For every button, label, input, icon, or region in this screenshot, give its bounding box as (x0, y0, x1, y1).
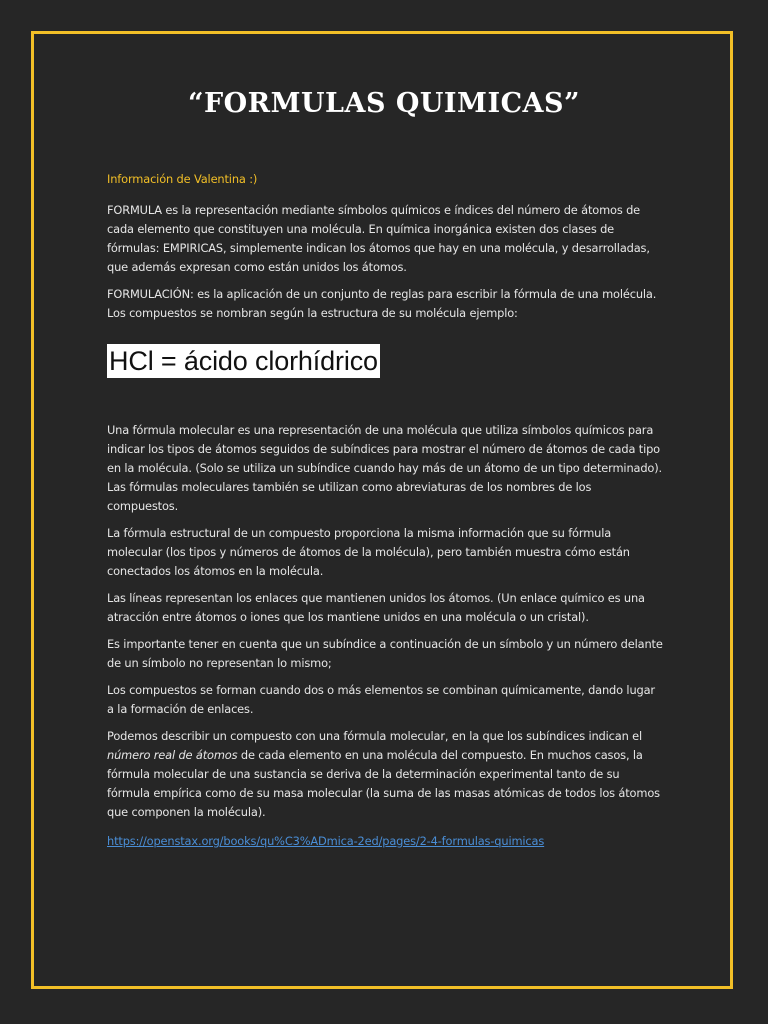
paragraph-compounds-form: Los compuestos se forman cuando dos o más elementos se combinan químicamente, dando lugar a la formación de enlaces. (107, 683, 655, 716)
paragraph-formula-definition: FORMULA es la representación mediante símbolos químicos e índices del número de átomos de cada elemento que constituyen una molécula. En química inorgánica existen dos clases de fórmulas: EMPIRICAS, simplemente indican los átomos que hay en una molécula, y desarrolladas, que además expresan como están unidos los átomos. (107, 203, 650, 274)
paragraph-structural-formula: La fórmula estructural de un compuesto proporciona la misma información que su fórmula molecular (los tipos y números de átomos de la molécula), pero también muestra cómo están conectados los átomos en la molécula. (107, 526, 630, 578)
source-link[interactable]: https://openstax.org/books/qu%C3%ADmica-2ed/pages/2-4-formulas-quimicas (107, 834, 545, 848)
paragraph-describe-start: Podemos describir un compuesto con una fórmula molecular, en la que los subíndices indican el (107, 729, 643, 743)
paragraph-describe-end: de cada elemento en una molécula del compuesto. En muchos casos, la fórmula molecular de una sustancia se deriva de la determinación experimental tanto de su fórmula empírica como de su masa molecular (la suma de las masas atómicas de todos los átomos que componen la molécula). (107, 748, 660, 819)
paragraph-describe-compound (107, 727, 663, 822)
paragraph-molecular-formula: Una fórmula molecular es una representación de una molécula que utiliza símbolos químicos para indicar los tipos de átomos seguidos de subíndices para mostrar el número de átomos de cada tipo en la molécula. (Solo se utiliza un subíndice cuando hay más de un átomo de un tipo determinado). Las fórmulas moleculares también se utilizan como abreviaturas de los nombres de los compuestos. (107, 423, 663, 513)
emphasis-real-atoms: número real de átomos (107, 748, 238, 762)
document-body (107, 170, 663, 851)
page-title: “FORMULAS QUIMICAS” (187, 88, 581, 119)
author-line: Información de Valentina :) (107, 172, 258, 186)
paragraph-formulacion: FORMULACIÓN: es la aplicación de un conjunto de reglas para escribir la fórmula de una molécula. Los compuestos se nombran según la estructura de su molécula ejemplo: (107, 287, 657, 320)
paragraph-lines-bonds: Las líneas representan los enlaces que mantienen unidos los átomos. (Un enlace químico es una atracción entre átomos o iones que los mantiene unidos en una molécula o un cristal). (107, 591, 645, 624)
formula-example-row (107, 331, 663, 421)
formula-example: HCl = ácido clorhídrico (109, 346, 378, 376)
paragraph-subscript-note: Es importante tener en cuenta que un subíndice a continuación de un símbolo y un número delante de un símbolo no representan lo mismo; (107, 637, 663, 670)
